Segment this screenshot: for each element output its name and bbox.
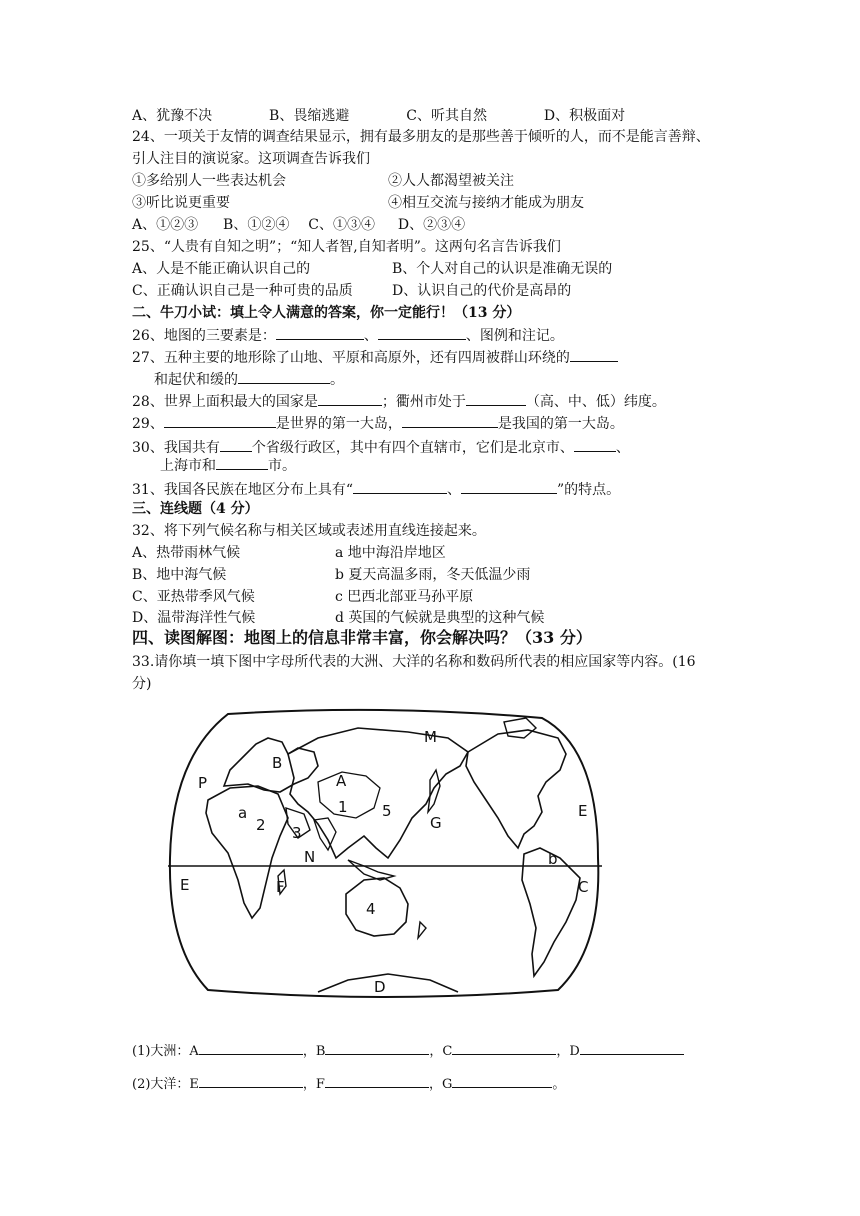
map-label-M: M <box>424 728 437 746</box>
q24-option-b: B、①②④ <box>223 217 290 233</box>
q24-item-3: ③听比说更重要 <box>132 195 230 211</box>
continent-blank-b[interactable] <box>325 1040 429 1055</box>
q32-right-b: b 夏天高温多雨，冬天低温少雨 <box>335 567 531 583</box>
q33-stem-line1: 33.请你填一填下图中字母所代表的大洲、大洋的名称和数码所代表的相应国家等内容。(16 <box>132 654 696 670</box>
q26 <box>132 325 564 346</box>
q23-option-a: A、犹豫不决 <box>132 108 213 124</box>
oceans-prefix: (2)大洋： <box>132 1077 190 1092</box>
continents-prefix: (1)大洲： <box>132 1044 190 1059</box>
q27-blank-2[interactable] <box>238 369 330 384</box>
q31 <box>132 479 620 500</box>
section4-title: 四、读图解图：地图上的信息非常丰富，你会解决吗？（33 分） <box>132 628 592 647</box>
q30-blank-2[interactable] <box>574 437 616 452</box>
q28-text-b: ；衢州市处于 <box>381 394 466 410</box>
world-map <box>168 708 602 998</box>
antarctica-outline <box>318 974 458 992</box>
ocean-label-g: ，G <box>428 1077 453 1092</box>
q30-blank-1[interactable] <box>220 437 252 452</box>
australia-outline <box>346 878 408 936</box>
continent-blank-c[interactable] <box>452 1040 556 1055</box>
q32-left-c: C、亚热带季风气候 <box>132 589 255 605</box>
q28-text-a: 28、世界上面积最大的国家是 <box>132 394 318 410</box>
q25-option-a: A、人是不能正确认识自己的 <box>132 261 311 277</box>
ocean-label-f: ，F <box>302 1077 325 1092</box>
q23-option-d: D、积极面对 <box>543 108 626 124</box>
q26-text-a: 26、地图的三要素是： <box>132 328 276 344</box>
map-label-C: C <box>578 878 589 896</box>
q24-item-2: ②人人都渴望被关注 <box>388 173 514 189</box>
q33-continents <box>132 1040 684 1062</box>
q27-text-2a: 和起伏和缓的 <box>154 372 238 388</box>
q24-option-a: A、①②③ <box>132 217 199 233</box>
q29-text-a: 29、 <box>132 416 164 432</box>
continent-label-d: ，D <box>556 1044 580 1059</box>
q29-blank-2[interactable] <box>402 413 498 428</box>
q25-stem: 25、“人贵有自知之明”；“知人者智,自知者明”。这两句名言告诉我们 <box>132 239 561 255</box>
ocean-blank-f[interactable] <box>325 1073 429 1088</box>
q32-left-a: A、热带雨林气候 <box>132 545 241 561</box>
q28 <box>132 391 666 412</box>
q31-blank-2[interactable] <box>461 479 557 494</box>
q24-item-4: ④相互交流与接纳才能成为朋友 <box>388 195 584 211</box>
continent-blank-d[interactable] <box>580 1040 684 1055</box>
q24-item-1: ①多给别人一些表达机会 <box>132 173 286 189</box>
continent-label-c: ，C <box>429 1044 453 1059</box>
q31-text-a: 31、我国各民族在地区分布上具有“ <box>132 482 353 498</box>
q31-text-c: ”的特点。 <box>556 482 621 498</box>
q32-stem: 32、将下列气候名称与相关区域或表述用直线连接起来。 <box>132 523 486 539</box>
map-label-3: 3 <box>292 824 302 842</box>
section3-title: 三、连线题（4 分） <box>132 501 259 517</box>
map-label-b: b <box>548 850 558 868</box>
map-label-E-left: E <box>180 876 190 894</box>
map-label-5: 5 <box>382 802 392 820</box>
q31-blank-1[interactable] <box>353 479 447 494</box>
q32-left-b: B、地中海气候 <box>132 567 227 583</box>
oceans-end: 。 <box>552 1077 566 1092</box>
q30-line2 <box>160 455 296 476</box>
q33-stem-line2: 分) <box>132 676 152 692</box>
q29-text-b: 是世界的第一大岛， <box>275 416 402 432</box>
q30-text-2b: 市。 <box>268 458 296 474</box>
q32-right-a: a 地中海沿岸地区 <box>335 545 446 561</box>
ocean-blank-g[interactable] <box>452 1073 552 1088</box>
ocean-label-e: E <box>189 1077 199 1092</box>
q30-text-a: 30、我国共有 <box>132 440 220 456</box>
map-label-2: 2 <box>256 816 266 834</box>
q29 <box>132 413 624 434</box>
greenland-outline <box>504 718 536 738</box>
japan-outline <box>428 770 440 812</box>
q32-right-c: c 巴西北部亚马孙平原 <box>335 589 474 605</box>
map-label-E-right: E <box>578 802 588 820</box>
q24-options <box>132 215 465 235</box>
ocean-blank-e[interactable] <box>199 1073 303 1088</box>
map-label-B: B <box>272 754 283 772</box>
q25-option-d: D、认识自己的代价是高昂的 <box>392 283 572 299</box>
q23-option-c: C、听其自然 <box>406 108 487 124</box>
q28-blank-1[interactable] <box>318 391 382 406</box>
q31-text-b: 、 <box>446 482 461 498</box>
q27-line1 <box>132 347 618 368</box>
continent-label-b: ，B <box>302 1044 326 1059</box>
q26-blank-1[interactable] <box>276 325 364 340</box>
newzealand-outline <box>418 922 426 938</box>
q26-text-b: 、 <box>363 328 378 344</box>
continent-label-a: A <box>189 1044 199 1059</box>
q27-text-2b: 。 <box>330 372 344 388</box>
q32-right-d: d 英国的气候就是典型的这种气候 <box>335 610 545 626</box>
q28-text-c: （高、中、低）纬度。 <box>525 394 666 410</box>
q32-left-d: D、温带海洋性气候 <box>132 610 256 626</box>
map-label-a: a <box>238 804 248 822</box>
q27-line2 <box>154 369 344 390</box>
china-outline <box>318 772 380 818</box>
section2-title: 二、牛刀小试：填上令人满意的答案，你一定能行！（13 分） <box>132 305 521 321</box>
map-label-1: 1 <box>338 798 348 816</box>
map-label-F: F <box>276 878 285 896</box>
q24-option-d: D、②③④ <box>397 217 466 233</box>
q27-text-1: 27、五种主要的地形除了山地、平原和高原外，还有四周被群山环绕的 <box>132 350 570 366</box>
map-frame <box>170 710 598 997</box>
continent-blank-a[interactable] <box>199 1040 303 1055</box>
map-label-N: N <box>304 848 316 866</box>
map-label-D: D <box>374 978 386 996</box>
q26-blank-2[interactable] <box>378 325 466 340</box>
q30-text-2a: 上海市和 <box>160 458 216 474</box>
q23-options <box>132 106 625 126</box>
q24-option-c: C、①③④ <box>308 217 375 233</box>
q30-blank-3[interactable] <box>216 455 268 470</box>
q27-blank-1[interactable] <box>570 347 618 362</box>
q25-option-b: B、个人对自己的认识是准确无误的 <box>392 261 613 277</box>
q29-text-c: 是我国的第一大岛。 <box>497 416 624 432</box>
map-label-P: P <box>198 774 208 792</box>
q24-stem-line1: 24、一项关于友情的调查结果显示，拥有最多朋友的是那些善于倾听的人，而不是能言善辩、 <box>132 129 710 145</box>
north-america-outline <box>466 730 566 848</box>
q30-text-b: 个省级行政区，其中有四个直辖市，它们是北京市、 <box>251 440 574 456</box>
q30-text-c: 、 <box>615 440 630 456</box>
map-label-4: 4 <box>366 900 376 918</box>
q29-blank-1[interactable] <box>164 413 276 428</box>
map-label-G: G <box>430 814 442 832</box>
q33-oceans <box>132 1073 565 1095</box>
indonesia-outline <box>348 860 394 880</box>
map-label-A: A <box>336 772 347 790</box>
q24-stem-line2: 引人注目的演说家。这项调查告诉我们 <box>132 151 370 167</box>
q23-option-b: B、畏缩逃避 <box>269 108 350 124</box>
q26-text-c: 、图例和注记。 <box>465 328 564 344</box>
q25-option-c: C、正确认识自己是一种可贵的品质 <box>132 283 353 299</box>
q28-blank-2[interactable] <box>466 391 526 406</box>
